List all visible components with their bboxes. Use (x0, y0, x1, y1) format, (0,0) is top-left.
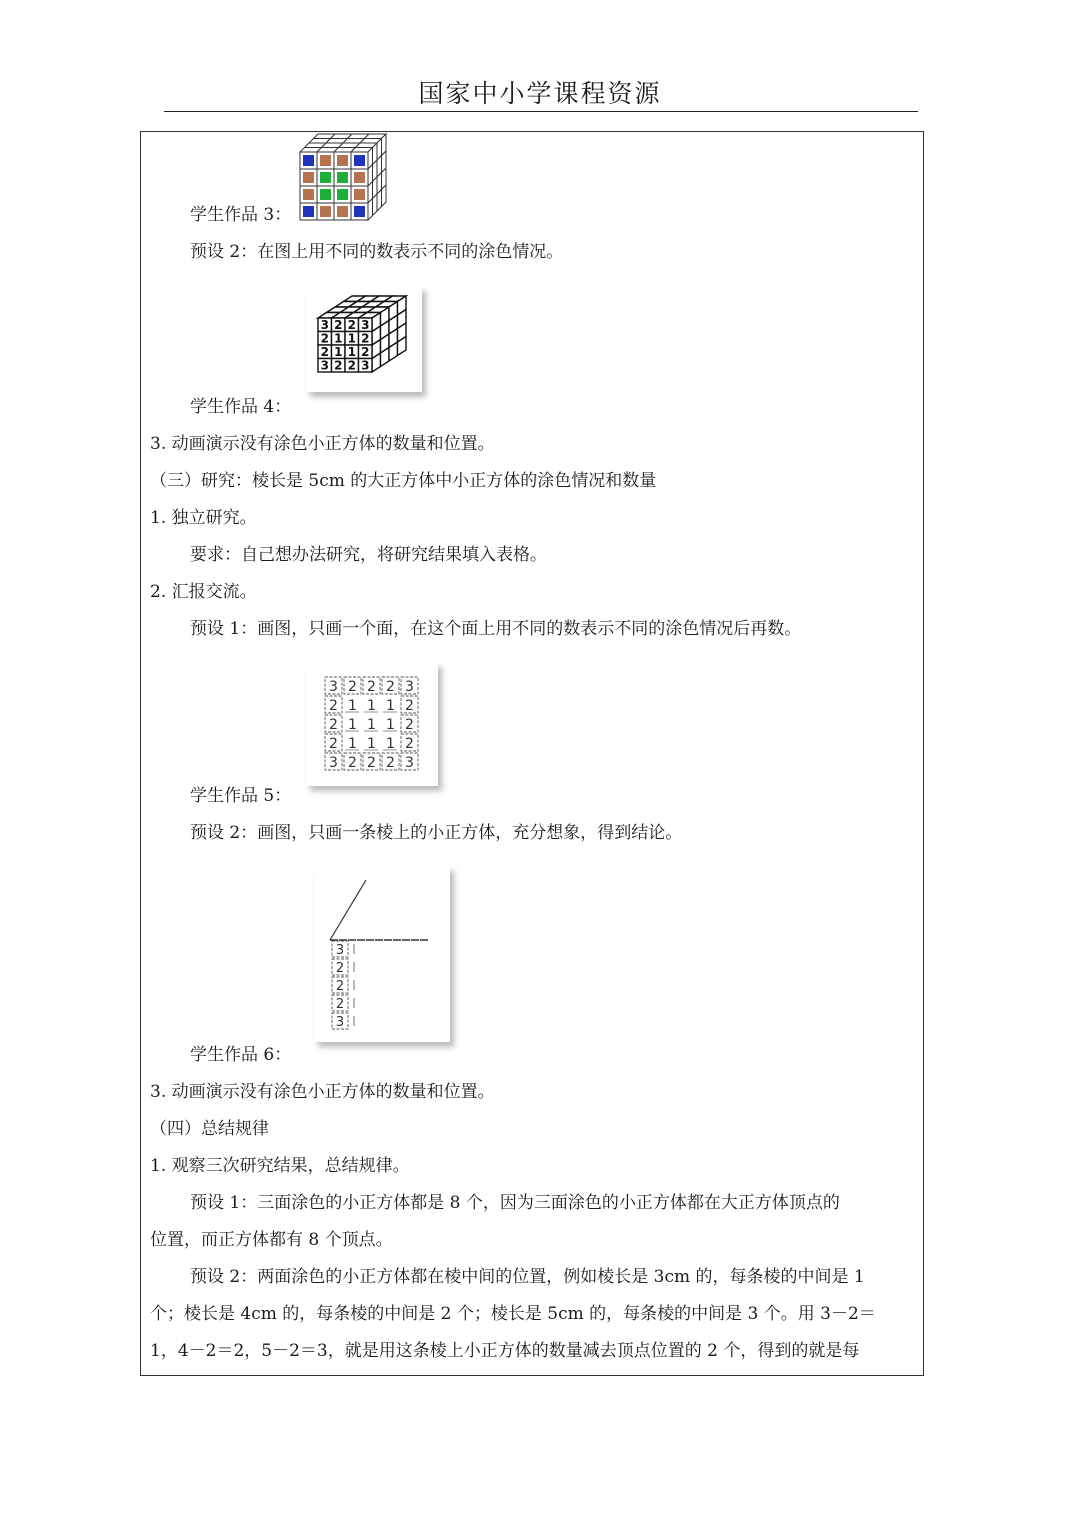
summary-preset-2-b: 个；棱长是 4cm 的，每条棱的中间是 2 个；棱长是 5cm 的，每条棱的中间是 3 个。用 3－2＝ (150, 1304, 876, 1324)
cube3-paint (354, 155, 365, 166)
face5-number: 3 (405, 755, 414, 771)
face5-number: 2 (329, 698, 338, 714)
edge6-number: 2 (335, 961, 345, 976)
edge6-number: 2 (335, 997, 345, 1012)
cube4-number: 1 (334, 331, 343, 346)
face5-number: 2 (386, 679, 395, 695)
face5-number: 1 (348, 736, 357, 752)
student-work-4-numbered-cube (306, 286, 422, 392)
cube4-number: 2 (320, 345, 329, 359)
student-work-5-frame (306, 662, 438, 786)
summary-preset-1-a: 预设 1：三面涂色的小正方体都是 8 个，因为三面涂色的小正方体都在大正方体顶点的 (190, 1193, 840, 1213)
face5-number: 3 (405, 679, 414, 695)
face5-number: 2 (367, 679, 376, 695)
cube4-number: 2 (347, 358, 356, 373)
face5-number: 1 (348, 717, 357, 733)
caption-student-work-6: 学生作品 6： (190, 1045, 292, 1065)
cube4-number: 2 (361, 345, 370, 359)
face5-number: 2 (405, 717, 414, 733)
cube4-number: 2 (320, 331, 329, 346)
face5-number: 2 (405, 698, 414, 714)
cube3-side-cell (368, 199, 373, 221)
cube4-number: 1 (347, 331, 356, 346)
step-3-animation-a: 3. 动画演示没有涂色小正方体的数量和位置。 (150, 434, 495, 454)
cube3-paint (354, 189, 365, 200)
cube3-paint (303, 206, 314, 217)
student-work-5-face-grid (306, 662, 438, 786)
face5-number: 1 (386, 698, 395, 714)
face5-number: 1 (386, 717, 395, 733)
cube3-paint (320, 206, 331, 217)
cube4-number: 3 (361, 318, 370, 332)
cube3-paint (337, 206, 348, 217)
preset-2-edge-line: 预设 2：画图，只画一条棱上的小正方体，充分想象，得到结论。 (190, 823, 683, 843)
face5-number: 2 (348, 679, 357, 695)
section-3-heading: （三）研究：棱长是 5cm 的大正方体中小正方体的涂色情况和数量 (150, 471, 657, 491)
cube3-paint (337, 155, 348, 166)
edge6-number: 2 (335, 979, 345, 994)
cube4-number: 3 (320, 318, 329, 332)
edge6-number: 3 (335, 1015, 345, 1030)
page-header-title: 国家中小学课程资源 (418, 79, 662, 108)
student-work-3-colored-cube (298, 132, 390, 224)
caption-student-work-5: 学生作品 5： (190, 786, 292, 806)
face5-number: 1 (367, 736, 376, 752)
cube3-paint (303, 172, 314, 183)
cube4-number: 2 (361, 331, 370, 346)
face5-number: 1 (348, 698, 357, 714)
face5-number: 1 (386, 736, 395, 752)
cube3-paint (354, 206, 365, 217)
preset-1-line: 预设 1：画图，只画一个面，在这个面上用不同的数表示不同的涂色情况后再数。 (190, 619, 802, 639)
face5-number: 1 (367, 717, 376, 733)
content-frame (140, 131, 924, 1376)
caption-student-work-3: 学生作品 3： (190, 205, 292, 225)
step-1-observe: 1. 观察三次研究结果，总结规律。 (150, 1156, 410, 1176)
student-work-6-frame (314, 866, 450, 1042)
requirement-line: 要求：自己想办法研究，将研究结果填入表格。 (190, 545, 547, 565)
cube3-side-cell (373, 194, 378, 216)
cube4-number: 2 (334, 318, 343, 332)
caption-student-work-4: 学生作品 4： (190, 397, 292, 417)
step-1-independent: 1. 独立研究。 (150, 508, 257, 528)
summary-preset-2-c: 1，4－2＝2，5－2＝3，就是用这条棱上小正方体的数量减去顶点位置的 2 个，得到的就是每 (150, 1341, 860, 1361)
cube4-number: 3 (320, 358, 329, 373)
face5-number: 2 (329, 736, 338, 752)
cube3-paint (354, 172, 365, 183)
cube4-number: 2 (347, 318, 356, 332)
cube3-side-cell (382, 185, 387, 207)
cube4-number: 2 (334, 358, 343, 373)
header-rule (164, 111, 918, 112)
cube3-side-cell (377, 190, 382, 212)
student-work-6-edge-sketch (314, 866, 450, 1042)
cube3-paint (303, 155, 314, 166)
cube3-paint (337, 172, 348, 183)
step-2-report: 2. 汇报交流。 (150, 582, 257, 602)
preset-2-line: 预设 2：在图上用不同的数表示不同的涂色情况。 (190, 242, 564, 262)
face5-number: 3 (329, 679, 338, 695)
cube4-number: 1 (347, 345, 356, 359)
summary-preset-1-b: 位置，而正方体都有 8 个顶点。 (150, 1230, 393, 1250)
face5-number: 1 (367, 698, 376, 714)
cube4-number: 3 (361, 358, 370, 373)
cube3-paint (320, 189, 331, 200)
face5-number: 2 (405, 736, 414, 752)
face5-number: 2 (367, 755, 376, 771)
cube3-paint (320, 155, 331, 166)
summary-preset-2-a: 预设 2：两面涂色的小正方体都在棱中间的位置，例如棱长是 3cm 的，每条棱的中间是 1 (190, 1267, 865, 1287)
cube3-paint (337, 189, 348, 200)
face5-number: 2 (386, 755, 395, 771)
cube3-paint (303, 189, 314, 200)
cube4-number: 1 (334, 345, 343, 359)
face5-number: 2 (348, 755, 357, 771)
student-work-4-frame (306, 286, 422, 392)
face5-number: 2 (329, 717, 338, 733)
edge6-number: 3 (335, 943, 345, 958)
edge6-diagonal-line (330, 880, 366, 940)
face5-number: 3 (329, 755, 338, 771)
step-3-animation-b: 3. 动画演示没有涂色小正方体的数量和位置。 (150, 1082, 495, 1102)
cube3-paint (320, 172, 331, 183)
section-4-heading: （四）总结规律 (150, 1119, 269, 1139)
